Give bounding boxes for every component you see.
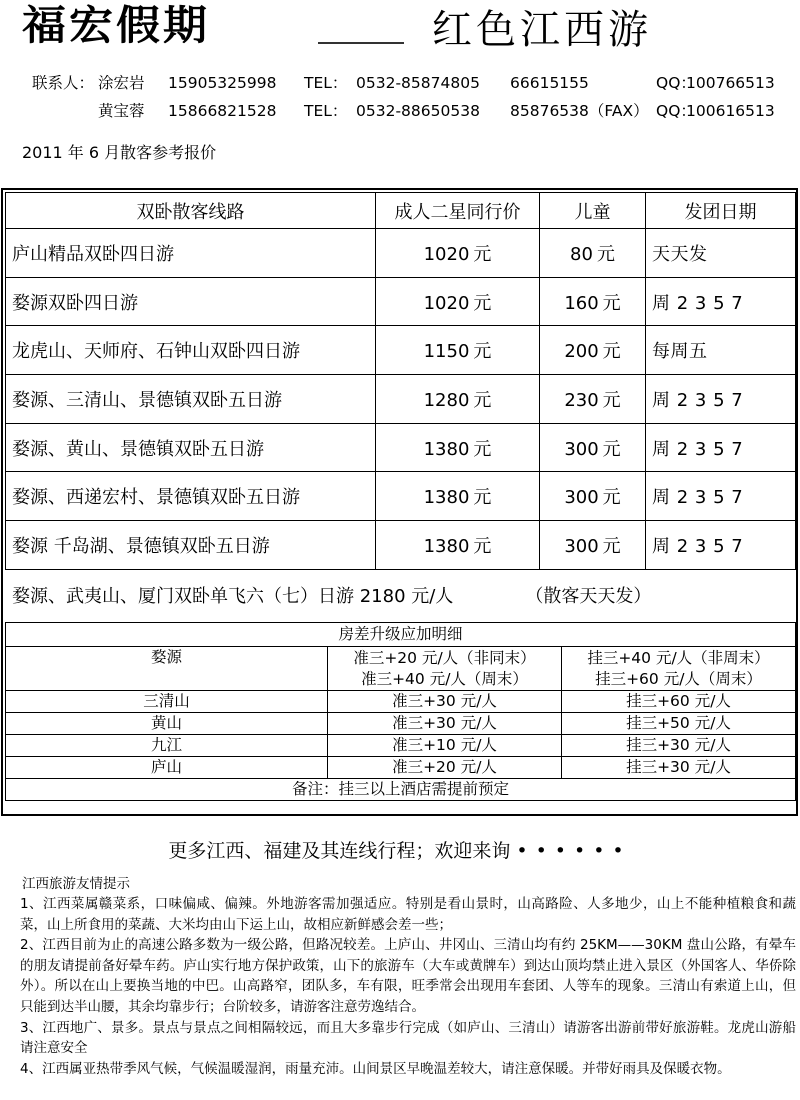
departure-days: 周 2 3 5 7 xyxy=(646,375,796,424)
tip-item: 3、江西地广、景多。景点与景点之间相隔较远，而且大多靠步行完成（如庐山、三清山）请游客出游前带好旅游鞋。龙虎山游船请注意安全 xyxy=(20,1019,796,1057)
contact-name: 黄宝蓉 xyxy=(98,102,145,120)
special-route xyxy=(12,582,651,608)
child-price: 300 元 xyxy=(540,472,646,521)
contact-tel: 0532-85874805 xyxy=(356,74,480,92)
upgrade-location: 庐山 xyxy=(6,757,328,779)
child-price: 230 元 xyxy=(540,375,646,424)
child-price: 200 元 xyxy=(540,326,646,375)
route-name: 婺源、三清山、景德镇双卧五日游 xyxy=(6,375,376,424)
contact-tel-label: TEL： xyxy=(304,102,348,120)
contact-mobile: 15905325998 xyxy=(168,74,277,92)
child-price: 300 元 xyxy=(540,521,646,570)
upgrade-note: 备注：挂三以上酒店需提前预定 xyxy=(6,779,796,801)
table-row xyxy=(6,423,796,472)
adult-price: 1380 元 xyxy=(376,423,540,472)
upgrade-row xyxy=(6,647,796,691)
contact-qq-label: QQ： xyxy=(656,74,696,92)
table-row xyxy=(6,375,796,424)
route-name: 庐山精品双卧四日游 xyxy=(6,229,376,278)
routes-table xyxy=(5,192,796,570)
child-price: 300 元 xyxy=(540,423,646,472)
route-name: 龙虎山、天师府、石钟山双卧四日游 xyxy=(6,326,376,375)
tips-list xyxy=(20,894,796,1079)
contact-fax: 85876538（FAX） xyxy=(510,102,649,120)
tips-title: 江西旅游友情提示 xyxy=(22,876,130,892)
child-price: 160 元 xyxy=(540,277,646,326)
tip-item: 2、江西目前为止的高速公路多数为一级公路，但路况较差。上庐山、井冈山、三清山均有约 25KM——30KM 盘山公路，有晕车的朋友请提前备好晕车药。庐山实行地方保护政策，山下的旅游车（大车或黄牌车）到达山顶均禁止进入景区（外国客人、华侨除外）。所以在山上要换当地的中巴。山高路窄，团队多，车有限，旺季常会出现用车套团、人等车的现象。三清山有索道上山，但只能到达半山腰，其余均靠步行；台阶较多，请游客注意劳逸结合。 xyxy=(20,937,796,1015)
special-route-tag: （散客天天发） xyxy=(525,586,652,607)
contact-qq: 100616513 xyxy=(686,102,775,120)
table-row xyxy=(6,472,796,521)
contact-tel-label: TEL： xyxy=(304,74,348,92)
upgrade-location: 婺源 xyxy=(6,647,328,691)
route-name: 婺源 千岛湖、景德镇双卧五日游 xyxy=(6,521,376,570)
route-name: 婺源、黄山、景德镇双卧五日游 xyxy=(6,423,376,472)
contact-tel: 0532-88650538 xyxy=(356,102,480,120)
table-row xyxy=(6,229,796,278)
upgrade-location: 九江 xyxy=(6,735,328,757)
adult-price: 1380 元 xyxy=(376,521,540,570)
departure-days: 周 2 3 5 7 xyxy=(646,277,796,326)
upgrade-gua-price: 挂三+40 元/人（非周末） 挂三+60 元/人（周末） xyxy=(562,647,796,691)
upgrade-gua-price: 挂三+30 元/人 xyxy=(562,735,796,757)
departure-days: 周 2 3 5 7 xyxy=(646,521,796,570)
child-price: 80 元 xyxy=(540,229,646,278)
contact-qq-label: QQ： xyxy=(656,102,696,120)
upgrade-gua-price: 挂三+60 元/人 xyxy=(562,691,796,713)
upgrade-title: 房差升级应加明细 xyxy=(6,623,796,647)
upgrade-zhun-price: 准三+20 元/人（非同末） 准三+40 元/人（周末） xyxy=(328,647,562,691)
route-name: 婺源、西递宏村、景德镇双卧五日游 xyxy=(6,472,376,521)
brand-title: 福宏假期 xyxy=(22,2,210,49)
upgrade-gua-price: 挂三+50 元/人 xyxy=(562,713,796,735)
upgrade-row xyxy=(6,691,796,713)
departure-days: 周 2 3 5 7 xyxy=(646,472,796,521)
contact-mobile: 15866821528 xyxy=(168,102,277,120)
adult-price: 1150 元 xyxy=(376,326,540,375)
more-routes-text: 更多江西、福建及其连线行程；欢迎来询 xyxy=(168,840,511,862)
upgrade-note-row xyxy=(6,779,796,801)
upgrade-title-row xyxy=(6,623,796,647)
upgrade-row xyxy=(6,735,796,757)
adult-price: 1020 元 xyxy=(376,277,540,326)
adult-price: 1280 元 xyxy=(376,375,540,424)
contact-name: 涂宏岩 xyxy=(98,74,145,92)
contact-qq: 100766513 xyxy=(686,74,775,92)
upgrade-row xyxy=(6,757,796,779)
upgrade-zhun-price: 准三+30 元/人 xyxy=(328,713,562,735)
upgrade-table xyxy=(5,622,796,801)
more-routes-dots: •••••• xyxy=(516,840,632,862)
special-route-text: 婺源、武夷山、厦门双卧单飞六（七）日游 2180 元/人 xyxy=(12,586,454,607)
tip-item: 1、江西菜属赣菜系，口味偏咸、偏辣。外地游客需加强适应。特别是看山景时，山高路险、人多地少，山上不能种植粮食和蔬菜，山上所食用的菜蔬、大米均由山下运上山，故相应新鲜感会差一些； xyxy=(20,896,796,933)
routes-header-row xyxy=(6,193,796,229)
upgrade-zhun-price: 准三+30 元/人 xyxy=(328,691,562,713)
departure-days: 周 2 3 5 7 xyxy=(646,423,796,472)
title-divider xyxy=(318,42,404,44)
table-row xyxy=(6,326,796,375)
contact-tel2: 66615155 xyxy=(510,74,589,92)
header-adult-price: 成人二星同行价 xyxy=(376,193,540,229)
price-note: 2011 年 6 月散客参考报价 xyxy=(22,143,217,162)
upgrade-zhun-price: 准三+20 元/人 xyxy=(328,757,562,779)
more-routes-line xyxy=(0,836,800,863)
page-subtitle: 红色江西游 xyxy=(432,7,652,53)
header-route: 双卧散客线路 xyxy=(6,193,376,229)
header-child-price: 儿童 xyxy=(540,193,646,229)
departure-days: 每周五 xyxy=(646,326,796,375)
adult-price: 1380 元 xyxy=(376,472,540,521)
table-row xyxy=(6,277,796,326)
departure-days: 天天发 xyxy=(646,229,796,278)
contact-prefix: 联系人： xyxy=(32,74,95,92)
tip-item: 4、江西属亚热带季风气候，气候温暖湿润，雨量充沛。山间景区早晚温差较大，请注意保暖。并带好雨具及保暖衣物。 xyxy=(20,1060,731,1077)
adult-price: 1020 元 xyxy=(376,229,540,278)
route-name: 婺源双卧四日游 xyxy=(6,277,376,326)
upgrade-location: 三清山 xyxy=(6,691,328,713)
upgrade-zhun-price: 准三+10 元/人 xyxy=(328,735,562,757)
table-row xyxy=(6,521,796,570)
upgrade-location: 黄山 xyxy=(6,713,328,735)
header-departure: 发团日期 xyxy=(646,193,796,229)
upgrade-row xyxy=(6,713,796,735)
upgrade-gua-price: 挂三+30 元/人 xyxy=(562,757,796,779)
